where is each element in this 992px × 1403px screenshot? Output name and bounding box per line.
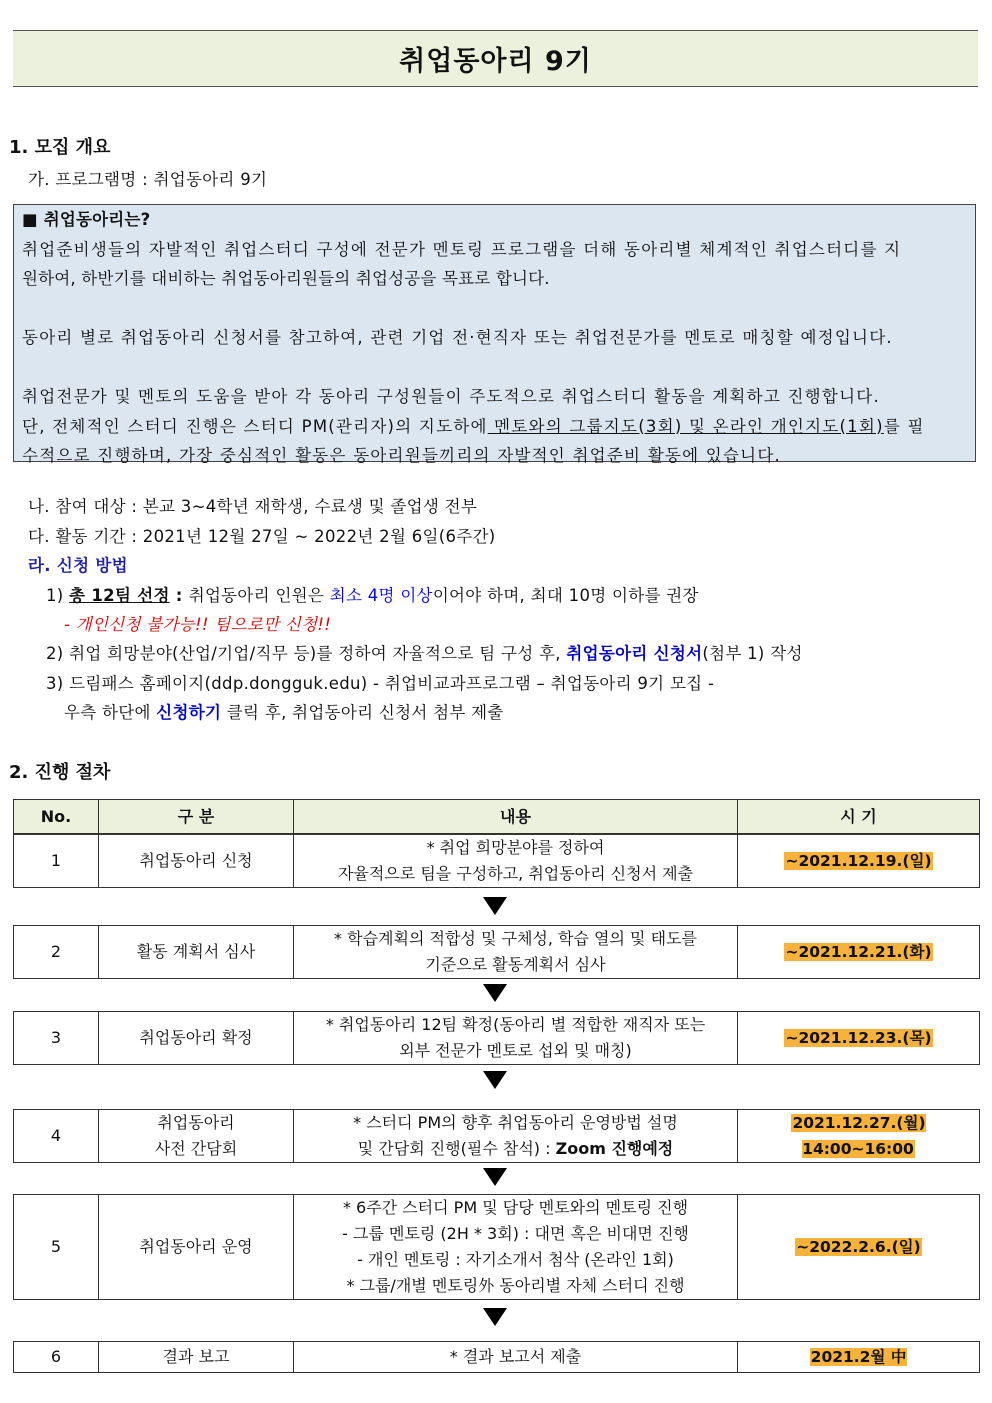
program-name: 가. 프로그램명 : 취업동아리 9기 xyxy=(28,170,268,189)
row-content: * 학습계획의 적합성 및 구체성, 학습 열의 및 태도를 기준으로 활동계획서 심사 xyxy=(294,926,738,979)
row-no: 3 xyxy=(14,1012,99,1065)
row-no: 4 xyxy=(14,1110,99,1163)
table-row xyxy=(13,1011,980,1065)
row-no: 1 xyxy=(14,835,99,888)
process-table-header xyxy=(13,799,980,834)
intro-paragraph-3a: 취업전문가 및 멘토의 도움을 받아 각 동아리 구성원들이 주도적으로 취업스터디 활동을 계획하고 진행합니다. xyxy=(22,387,880,406)
row-content: * 취업동아리 12팀 확정(동아리 별 적합한 재직자 또는 외부 전문가 멘토로 섭외 및 매칭) xyxy=(294,1012,738,1065)
row-no: 2 xyxy=(14,926,99,979)
row-no: 6 xyxy=(14,1342,99,1373)
row-category: 활동 계획서 심사 xyxy=(99,926,294,979)
row-content: * 스터디 PM의 향후 취업동아리 운영방법 설명 및 간담회 진행(필수 참석) : Zoom 진행예정 xyxy=(294,1110,738,1163)
activity-period: 다. 활동 기간 : 2021년 12월 27일 ~ 2022년 2월 6일(6주간) xyxy=(28,527,496,546)
intro-paragraph-2: 동아리 별로 취업동아리 신청서를 참고하여, 관련 기업 전·현직자 또는 취업전문가를 멘토로 매칭할 예정입니다. xyxy=(22,328,893,347)
table-row xyxy=(13,1194,980,1300)
down-arrow-icon xyxy=(483,897,507,915)
row-date: ~2022.2.6.(일) xyxy=(738,1195,980,1300)
table-row xyxy=(13,1341,980,1373)
intro-box xyxy=(13,204,976,465)
header-category: 구 분 xyxy=(99,800,294,834)
row-category: 결과 보고 xyxy=(99,1342,294,1373)
table-row xyxy=(13,1109,980,1163)
row-no: 5 xyxy=(14,1195,99,1300)
section1-heading: 1. 모집 개요 xyxy=(9,137,111,158)
row-category: 취업동아리 운영 xyxy=(99,1195,294,1300)
row-category: 취업동아리 확정 xyxy=(99,1012,294,1065)
down-arrow-icon xyxy=(483,984,507,1002)
row-date: ~2021.12.19.(일) xyxy=(738,835,980,888)
intro-paragraph-1a: 취업준비생들의 자발적인 취업스터디 구성에 전문가 멘토링 프로그램을 더해 동아리별 체계적인 취업스터디를 지 xyxy=(22,239,902,259)
row-content: * 취업 희망분야를 정하여 자율적으로 팀을 구성하고, 취업동아리 신청서 제출 xyxy=(294,835,738,888)
row-date: ~2021.12.21.(화) xyxy=(738,926,980,979)
down-arrow-icon xyxy=(483,1071,507,1089)
table-row xyxy=(13,925,980,979)
intro-box-title: ■ 취업동아리는? xyxy=(22,210,151,229)
page-title: 취업동아리 9기 xyxy=(13,30,978,87)
header-content: 내용 xyxy=(294,800,738,834)
method-1-note: - 개인신청 불가능!! 팀으로만 신청!! xyxy=(64,615,332,634)
down-arrow-icon xyxy=(483,1168,507,1186)
row-category: 취업동아리 사전 간담회 xyxy=(99,1110,294,1163)
method-1: 1) 총 12팀 선정 : 취업동아리 인원은 최소 4명 이상이어야 하며, 최대 10명 이하를 권장 xyxy=(46,586,699,605)
method-3: 3) 드림패스 홈페이지(ddp.dongguk.edu) - 취업비교과프로그램 – 취업동아리 9기 모집 - xyxy=(46,674,715,693)
participants: 나. 참여 대상 : 본교 3~4학년 재학생, 수료생 및 졸업생 전부 xyxy=(28,497,478,516)
header-date: 시 기 xyxy=(738,800,980,834)
row-date: ~2021.12.23.(목) xyxy=(738,1012,980,1065)
intro-paragraph-3c: 수적으로 진행하며, 가장 중심적인 활동은 동아리원들끼리의 자발적인 취업준비 활동에 있습니다. xyxy=(22,446,782,465)
intro-paragraph-1b: 원하여, 하반기를 대비하는 취업동아리원들의 취업성공을 목표로 합니다. xyxy=(22,269,550,288)
intro-paragraph-3b: 단, 전체적인 스터디 진행은 스터디 PM(관리자)의 지도하에 멘토와의 그룹지도(3회) 및 온라인 개인지도(1회)를 필 xyxy=(22,416,925,436)
row-category: 취업동아리 신청 xyxy=(99,835,294,888)
method-3-cont: 우측 하단에 신청하기 클릭 후, 취업동아리 신청서 첨부 제출 xyxy=(64,703,504,722)
apply-method-heading: 라. 신청 방법 xyxy=(28,556,128,575)
method-2: 2) 취업 희망분야(산업/기업/직무 등)를 정하여 자율적으로 팀 구성 후, 취업동아리 신청서(첨부 1) 작성 xyxy=(46,644,803,663)
table-row xyxy=(13,834,980,888)
row-content: * 6주간 스터디 PM 및 담당 멘토와의 멘토링 진행 - 그룹 멘토링 (2H * 3회) : 대면 혹은 비대면 진행 - 개인 멘토링 : 자기소개서 첨삭 (온라인 1회) * 그룹/개별 멘토링外 동아리별 자체 스터디 진행 xyxy=(294,1195,738,1300)
section2-heading: 2. 진행 절차 xyxy=(9,762,111,783)
row-date: 2021.12.27.(월) 14:00~16:00 xyxy=(738,1110,980,1163)
header-no: No. xyxy=(14,800,99,834)
row-date: 2021.2월 中 xyxy=(738,1342,980,1373)
row-content: * 결과 보고서 제출 xyxy=(294,1342,738,1373)
down-arrow-icon xyxy=(483,1308,507,1326)
